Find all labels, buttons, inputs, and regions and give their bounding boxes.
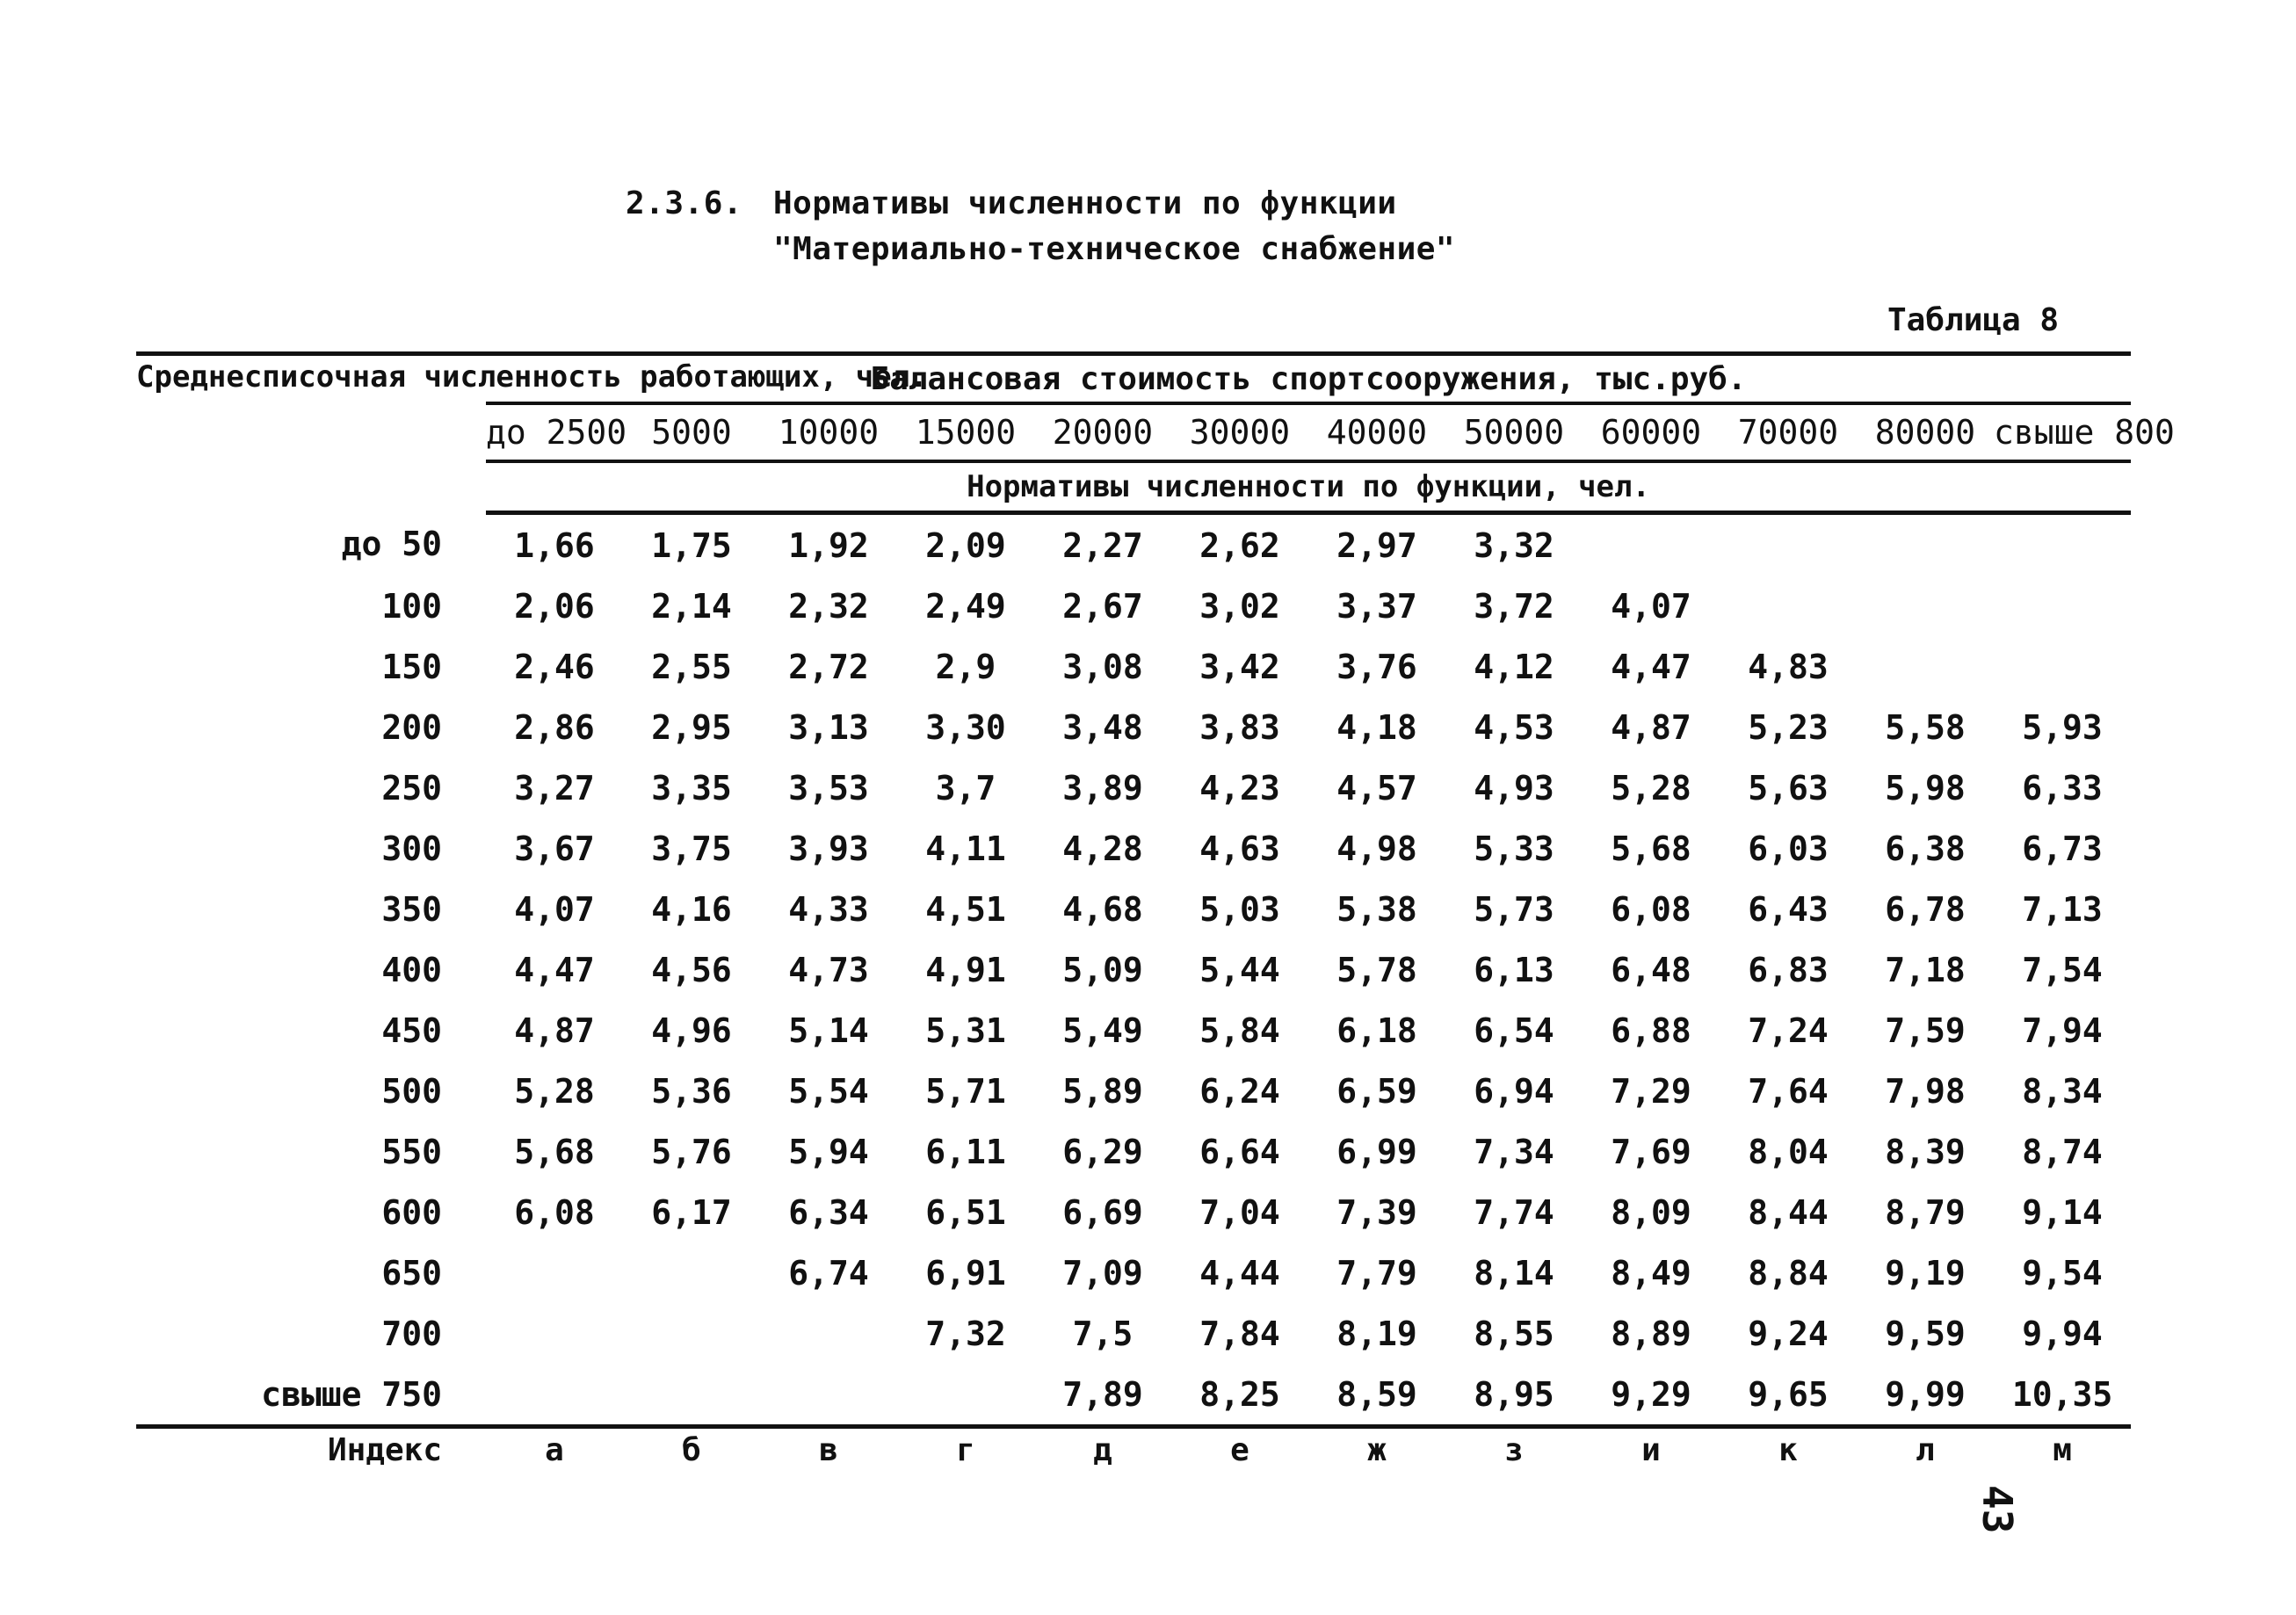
table-cell: 8,39 xyxy=(1885,1132,1966,1171)
column-header: 30000 xyxy=(1171,403,1308,461)
table-cell: 4,56 xyxy=(651,950,732,989)
index-cell: е xyxy=(1230,1432,1249,1468)
row-label: 100 xyxy=(381,586,442,626)
table-cell: 9,59 xyxy=(1885,1314,1966,1353)
table-cell: 6,54 xyxy=(1474,1010,1554,1050)
table-cell xyxy=(1720,513,1857,576)
table-cell: 6,78 xyxy=(1885,889,1966,929)
table-cell: 7,39 xyxy=(1336,1192,1417,1232)
column-header: 50000 xyxy=(1445,403,1583,461)
table-cell: 6,64 xyxy=(1199,1132,1280,1171)
table-cell: 5,28 xyxy=(514,1071,595,1111)
table-row xyxy=(136,1242,2131,1303)
table-cell: 6,88 xyxy=(1611,1010,1691,1050)
row-label: 550 xyxy=(381,1132,442,1171)
table-cell: 5,63 xyxy=(1748,768,1829,808)
table-cell: 5,33 xyxy=(1474,829,1554,868)
table-cell xyxy=(1583,513,1720,576)
table-cell: 3,76 xyxy=(1336,647,1417,686)
row-header: Среднесписочная численность работающих, чел. xyxy=(136,354,486,513)
table-cell: 2,72 xyxy=(788,647,869,686)
table-cell: 7,54 xyxy=(2022,950,2103,989)
table-cell: 2,95 xyxy=(651,707,732,747)
table-cell: 4,51 xyxy=(925,889,1006,929)
table-cell: 5,23 xyxy=(1748,707,1829,747)
row-label: 250 xyxy=(381,768,442,808)
index-cell: а xyxy=(545,1432,564,1468)
table-cell: 2,46 xyxy=(514,647,595,686)
table-cell: 6,08 xyxy=(514,1192,595,1232)
index-cell: ж xyxy=(1367,1432,1387,1468)
table-cell: 5,38 xyxy=(1336,889,1417,929)
table-cell: 4,83 xyxy=(1748,647,1829,686)
table-cell: 7,79 xyxy=(1336,1253,1417,1293)
page-number: 43 xyxy=(1974,1485,2021,1534)
table-cell: 7,84 xyxy=(1199,1314,1280,1353)
column-header: свыше 800 xyxy=(1994,403,2131,461)
table-cell: 6,33 xyxy=(2022,768,2103,808)
column-header: 10000 xyxy=(760,403,897,461)
table-cell: 7,69 xyxy=(1611,1132,1691,1171)
table-cell: 6,51 xyxy=(925,1192,1006,1232)
table-cell: 2,09 xyxy=(925,525,1006,565)
table-cell: 8,84 xyxy=(1748,1253,1829,1293)
table-cell: 2,97 xyxy=(1336,525,1417,565)
table-cell: 5,28 xyxy=(1611,768,1691,808)
table-cell: 4,98 xyxy=(1336,829,1417,868)
table-cell: 6,59 xyxy=(1336,1071,1417,1111)
table-cell: 2,27 xyxy=(1062,525,1143,565)
table-cell: 6,99 xyxy=(1336,1132,1417,1171)
table-cell: 4,91 xyxy=(925,950,1006,989)
table-cell: 2,62 xyxy=(1199,525,1280,565)
table-cell: 4,11 xyxy=(925,829,1006,868)
table-cell: 5,78 xyxy=(1336,950,1417,989)
table-cell: 2,32 xyxy=(788,586,869,626)
table-cell: 3,42 xyxy=(1199,647,1280,686)
table-cell: 5,49 xyxy=(1062,1010,1143,1050)
table-cell: 5,09 xyxy=(1062,950,1143,989)
table-cell xyxy=(1857,513,1994,576)
table-cell xyxy=(760,1303,897,1364)
table-cell: 4,93 xyxy=(1474,768,1554,808)
column-header: 40000 xyxy=(1308,403,1445,461)
column-header: 70000 xyxy=(1720,403,1857,461)
table-cell xyxy=(1994,513,2131,576)
table-cell: 5,84 xyxy=(1199,1010,1280,1050)
table-cell: 7,18 xyxy=(1885,950,1966,989)
index-cell: г xyxy=(956,1432,975,1468)
index-cell: к xyxy=(1778,1432,1798,1468)
table-cell: 2,49 xyxy=(925,586,1006,626)
table-row xyxy=(136,1182,2131,1242)
index-cell: д xyxy=(1093,1432,1112,1468)
table-cell: 5,76 xyxy=(651,1132,732,1171)
table-row xyxy=(136,636,2131,697)
row-label: свыше 750 xyxy=(136,1364,486,1427)
table-cell: 3,13 xyxy=(788,707,869,747)
table-cell: 7,5 xyxy=(1072,1314,1134,1353)
table-cell: 2,06 xyxy=(514,586,595,626)
table-cell: 6,91 xyxy=(925,1253,1006,1293)
table-row xyxy=(136,576,2131,636)
table-cell xyxy=(623,1242,760,1303)
table-cell: 9,19 xyxy=(1885,1253,1966,1293)
table-cell: 3,35 xyxy=(651,768,732,808)
table-cell: 5,93 xyxy=(2022,707,2103,747)
table-cell: 6,43 xyxy=(1748,889,1829,929)
table-cell xyxy=(897,1364,1034,1427)
section-title xyxy=(626,181,1455,272)
table-cell: 5,68 xyxy=(514,1132,595,1171)
table-cell: 8,25 xyxy=(1171,1364,1308,1427)
table-cell xyxy=(623,1364,760,1427)
table-cell: 7,09 xyxy=(1062,1253,1143,1293)
table-cell: 7,64 xyxy=(1748,1071,1829,1111)
table-row xyxy=(136,1061,2131,1121)
table-cell: 4,12 xyxy=(1474,647,1554,686)
table-cell: 8,19 xyxy=(1336,1314,1417,1353)
table-cell: 5,31 xyxy=(925,1010,1006,1050)
table-cell xyxy=(1994,576,2131,636)
table-cell: 8,59 xyxy=(1308,1364,1445,1427)
table-cell xyxy=(1857,576,1994,636)
table-cell: 3,93 xyxy=(788,829,869,868)
row-label: 300 xyxy=(381,829,442,868)
table-cell: 7,94 xyxy=(2022,1010,2103,1050)
table-cell: 6,17 xyxy=(651,1192,732,1232)
table-cell: 8,09 xyxy=(1611,1192,1691,1232)
table-cell: 4,33 xyxy=(788,889,869,929)
table-cell: 3,72 xyxy=(1474,586,1554,626)
table-cell: 6,08 xyxy=(1611,889,1691,929)
table-cell: 4,16 xyxy=(651,889,732,929)
table-cell: 7,29 xyxy=(1611,1071,1691,1111)
column-header: до 2500 xyxy=(486,403,623,461)
table-cell xyxy=(1994,636,2131,697)
table-cell: 5,36 xyxy=(651,1071,732,1111)
table-cell: 6,29 xyxy=(1062,1132,1143,1171)
table-cell xyxy=(1857,636,1994,697)
table-cell: 6,34 xyxy=(788,1192,869,1232)
table-cell: 4,23 xyxy=(1199,768,1280,808)
table-cell: 4,57 xyxy=(1336,768,1417,808)
table-cell: 5,58 xyxy=(1885,707,1966,747)
table-cell: 2,14 xyxy=(651,586,732,626)
table-cell: 7,32 xyxy=(925,1314,1006,1353)
table-cell: 3,27 xyxy=(514,768,595,808)
table-cell: 4,68 xyxy=(1062,889,1143,929)
table-cell xyxy=(1720,576,1857,636)
row-label: 600 xyxy=(381,1192,442,1232)
table-cell: 8,79 xyxy=(1885,1192,1966,1232)
table-cell: 6,73 xyxy=(2022,829,2103,868)
table-cell: 3,67 xyxy=(514,829,595,868)
index-cell: м xyxy=(2053,1432,2072,1468)
table-cell: 5,73 xyxy=(1474,889,1554,929)
table-row xyxy=(136,1121,2131,1182)
table-cell: 8,89 xyxy=(1611,1314,1691,1353)
table-cell: 5,54 xyxy=(788,1071,869,1111)
table-cell: 6,18 xyxy=(1336,1010,1417,1050)
table-cell: 7,98 xyxy=(1885,1071,1966,1111)
table-cell: 6,48 xyxy=(1611,950,1691,989)
table-cell: 4,87 xyxy=(514,1010,595,1050)
table-cell: 9,14 xyxy=(2022,1192,2103,1232)
table-cell xyxy=(623,1303,760,1364)
table-cell: 9,65 xyxy=(1720,1364,1857,1427)
table-cell: 5,14 xyxy=(788,1010,869,1050)
subheader: Нормативы численности по функции, чел. xyxy=(486,461,2131,513)
index-cell: л xyxy=(1916,1432,1935,1468)
table-cell: 7,24 xyxy=(1748,1010,1829,1050)
table-cell: 6,13 xyxy=(1474,950,1554,989)
table-cell: 5,44 xyxy=(1199,950,1280,989)
table-cell: 1,66 xyxy=(514,525,595,565)
table-cell: 6,03 xyxy=(1748,829,1829,868)
table-cell: 4,44 xyxy=(1199,1253,1280,1293)
column-header: 20000 xyxy=(1034,403,1171,461)
table-cell: 6,38 xyxy=(1885,829,1966,868)
table-cell: 3,83 xyxy=(1199,707,1280,747)
table-cell: 3,89 xyxy=(1062,768,1143,808)
table-row xyxy=(136,879,2131,939)
table-cell: 3,08 xyxy=(1062,647,1143,686)
row-label: 700 xyxy=(381,1314,442,1353)
section-title-line1: Нормативы численности по функции xyxy=(773,185,1397,221)
table-cell: 8,74 xyxy=(2022,1132,2103,1171)
table-row xyxy=(136,513,2131,576)
row-label: 500 xyxy=(381,1071,442,1111)
table-cell: 3,32 xyxy=(1474,525,1554,565)
column-header: 15000 xyxy=(897,403,1034,461)
table-cell: 4,73 xyxy=(788,950,869,989)
table-cell: 5,98 xyxy=(1885,768,1966,808)
table-cell: 3,02 xyxy=(1199,586,1280,626)
table-cell: 9,29 xyxy=(1583,1364,1720,1427)
table-body xyxy=(136,513,2131,1486)
section-title-line2: "Материально-техническое снабжение" xyxy=(773,231,1456,267)
table-row xyxy=(136,1303,2131,1364)
table-cell: 4,07 xyxy=(514,889,595,929)
table-cell: 5,03 xyxy=(1199,889,1280,929)
staffing-norms-table xyxy=(136,351,2175,1485)
table-cell: 6,74 xyxy=(788,1253,869,1293)
row-label: 450 xyxy=(381,1010,442,1050)
table-cell: 4,87 xyxy=(1611,707,1691,747)
table-cell: 4,47 xyxy=(1611,647,1691,686)
table-cell xyxy=(760,1364,897,1427)
table-cell: 9,99 xyxy=(1857,1364,1994,1427)
table-cell: 2,86 xyxy=(514,707,595,747)
row-label: 650 xyxy=(381,1253,442,1293)
table-row xyxy=(136,757,2131,818)
table-row xyxy=(136,1000,2131,1061)
table-cell: 6,69 xyxy=(1062,1192,1143,1232)
table-cell: 6,94 xyxy=(1474,1071,1554,1111)
table-label: Таблица 8 xyxy=(1887,302,2060,338)
row-label: 150 xyxy=(381,647,442,686)
table-cell: 7,74 xyxy=(1474,1192,1554,1232)
table-cell: 7,59 xyxy=(1885,1010,1966,1050)
column-header: 60000 xyxy=(1583,403,1720,461)
index-cell: в xyxy=(819,1432,838,1468)
row-label: 200 xyxy=(381,707,442,747)
table-cell: 6,83 xyxy=(1748,950,1829,989)
table-row xyxy=(136,939,2131,1000)
group-header: Балансовая стоимость спортсооружения, тыс.руб. xyxy=(486,354,2131,404)
table-cell: 8,14 xyxy=(1474,1253,1554,1293)
table-cell: 3,53 xyxy=(788,768,869,808)
table-cell: 8,49 xyxy=(1611,1253,1691,1293)
table-row xyxy=(136,1364,2131,1427)
index-row xyxy=(136,1427,2131,1486)
section-number: 2.3.6. xyxy=(626,185,743,221)
table-cell: 10,35 xyxy=(1994,1364,2131,1427)
row-label: 350 xyxy=(381,889,442,929)
table-cell: 2,67 xyxy=(1062,586,1143,626)
index-cell: и xyxy=(1641,1432,1661,1468)
table-cell: 7,34 xyxy=(1474,1132,1554,1171)
table-row xyxy=(136,697,2131,757)
table-cell xyxy=(486,1364,623,1427)
table-cell: 3,37 xyxy=(1336,586,1417,626)
table-cell: 4,53 xyxy=(1474,707,1554,747)
table-cell: 5,94 xyxy=(788,1132,869,1171)
table-cell: 4,63 xyxy=(1199,829,1280,868)
row-label: 400 xyxy=(381,950,442,989)
table-cell: 8,44 xyxy=(1748,1192,1829,1232)
table-cell: 8,04 xyxy=(1748,1132,1829,1171)
table-cell: 5,68 xyxy=(1611,829,1691,868)
table-cell: 1,75 xyxy=(651,525,732,565)
table-cell: 5,71 xyxy=(925,1071,1006,1111)
column-header: 5000 xyxy=(623,403,760,461)
row-label: до 50 xyxy=(341,525,442,564)
table-cell xyxy=(486,1303,623,1364)
table-cell: 9,24 xyxy=(1748,1314,1829,1353)
table-cell: 8,34 xyxy=(2022,1071,2103,1111)
table-cell: 7,13 xyxy=(2022,889,2103,929)
table-row xyxy=(136,818,2131,879)
table-cell: 4,18 xyxy=(1336,707,1417,747)
table-cell: 8,55 xyxy=(1474,1314,1554,1353)
index-cell: б xyxy=(682,1432,701,1468)
table-cell: 3,48 xyxy=(1062,707,1143,747)
table-cell: 4,07 xyxy=(1611,586,1691,626)
table-cell: 1,92 xyxy=(788,525,869,565)
table-cell: 7,04 xyxy=(1199,1192,1280,1232)
column-header: 80000 xyxy=(1857,403,1994,461)
table-cell: 3,30 xyxy=(925,707,1006,747)
table-cell: 4,28 xyxy=(1062,829,1143,868)
table-cell: 5,89 xyxy=(1062,1071,1143,1111)
table-cell: 2,9 xyxy=(935,647,996,686)
table-cell: 6,11 xyxy=(925,1132,1006,1171)
index-cell: з xyxy=(1504,1432,1524,1468)
table-cell: 6,24 xyxy=(1199,1071,1280,1111)
table-cell: 3,75 xyxy=(651,829,732,868)
table-cell: 3,7 xyxy=(935,768,996,808)
table-cell: 9,94 xyxy=(2022,1314,2103,1353)
table-cell: 2,55 xyxy=(651,647,732,686)
table-cell: 8,95 xyxy=(1445,1364,1583,1427)
index-label: Индекс xyxy=(327,1432,442,1468)
table-cell: 4,96 xyxy=(651,1010,732,1050)
table-cell xyxy=(486,1242,623,1303)
table-cell: 9,54 xyxy=(2022,1253,2103,1293)
table-cell: 4,47 xyxy=(514,950,595,989)
table-cell: 7,89 xyxy=(1034,1364,1171,1427)
